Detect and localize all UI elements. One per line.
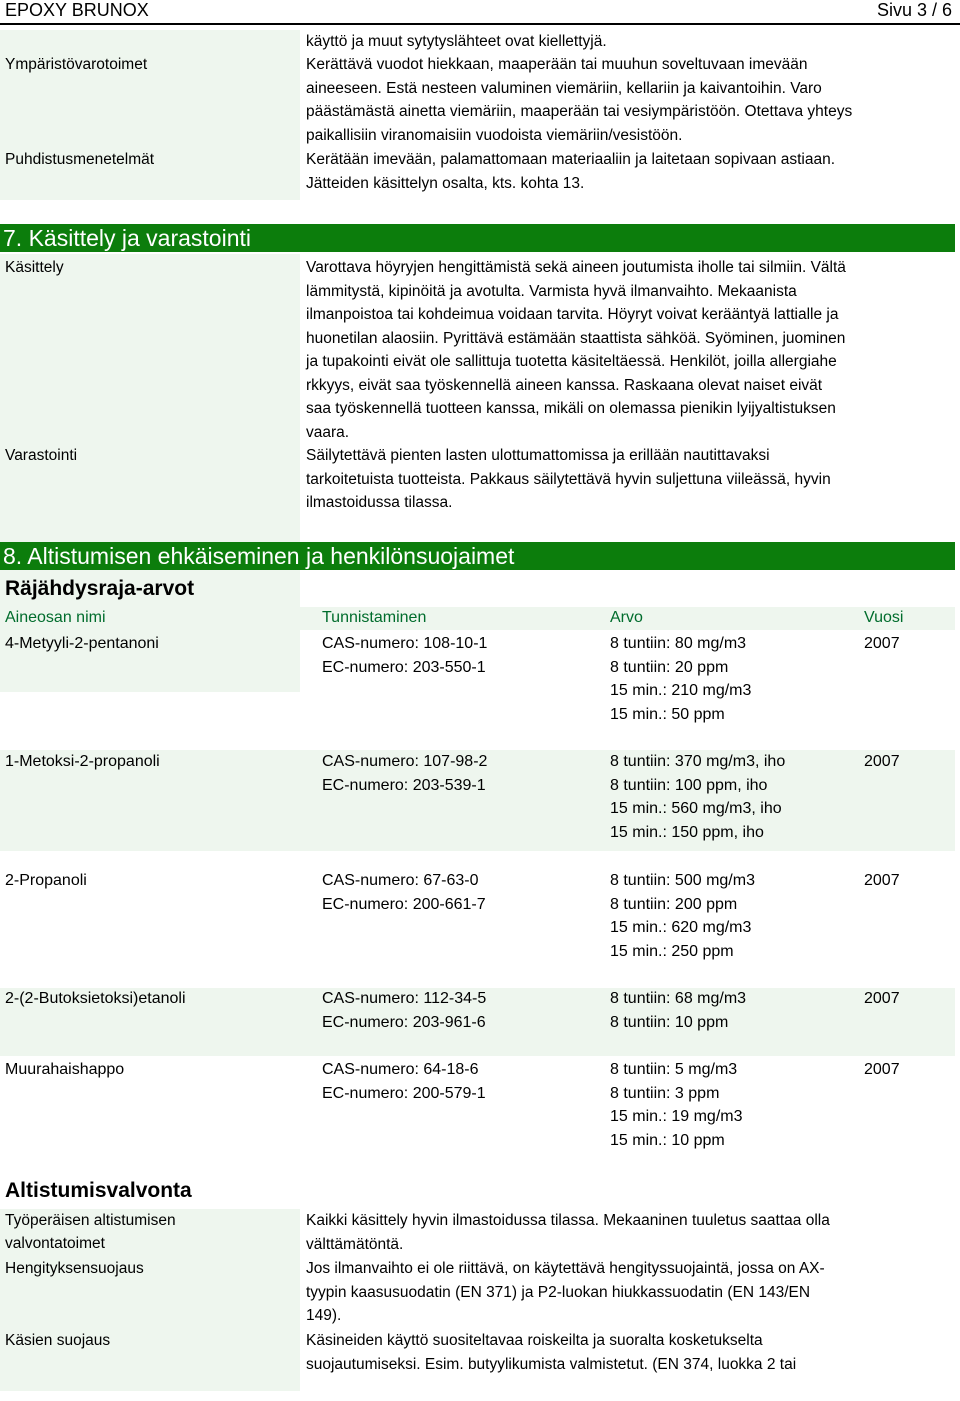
table-row-name: 2-(2-Butoksietoksi)etanoli — [5, 990, 186, 1007]
header-divider — [0, 23, 960, 25]
cleanup-methods-text — [306, 148, 946, 195]
limit-value: 15 min.: 19 mg/m3 — [610, 1108, 743, 1125]
table-row-values — [610, 869, 755, 963]
table-row-values — [610, 1058, 743, 1152]
cas-number: CAS-numero: 67-63-0 — [322, 872, 479, 889]
respiratory-text — [306, 1257, 946, 1328]
text-line: välttämätöntä. — [306, 1235, 404, 1253]
table-row-ids — [322, 987, 486, 1034]
env-precautions-label: Ympäristövarotoimet — [5, 56, 148, 73]
table-row-year: 2007 — [864, 990, 900, 1007]
limit-value: 15 min.: 150 ppm, iho — [610, 823, 764, 841]
limit-value: 15 min.: 210 mg/m3 — [610, 682, 752, 699]
table-row-name: 4-Metyyli-2-pentanoni — [5, 635, 159, 652]
col-header-id: Tunnistaminen — [322, 609, 427, 626]
table-row-name: 1-Metoksi-2-propanoli — [5, 753, 160, 770]
text-line: Varottava höyryjen hengittämistä sekä aineen joutumista iholle tai silmiin. Vältä — [306, 259, 846, 276]
table-row-year: 2007 — [864, 1061, 900, 1078]
table-row-name: Muurahaishappo — [5, 1061, 125, 1078]
col-header-year: Vuosi — [864, 609, 904, 626]
hand-protection-label: Käsien suojaus — [5, 1332, 111, 1349]
col-header-name: Aineosan nimi — [5, 609, 106, 626]
limit-value: 15 min.: 250 ppm — [610, 942, 734, 960]
table-row-year: 2007 — [864, 872, 900, 889]
table-row-ids — [322, 632, 487, 679]
respiratory-label: Hengityksensuojaus — [5, 1260, 144, 1277]
hand-protection-text — [306, 1329, 946, 1376]
section7-heading: 7. Käsittely ja varastointi — [0, 224, 955, 252]
env-precautions-text — [306, 53, 946, 147]
ec-number: EC-numero: 200-579-1 — [322, 1084, 486, 1102]
limit-value: 8 tuntiin: 3 ppm — [610, 1084, 720, 1102]
limit-value: 8 tuntiin: 80 mg/m3 — [610, 635, 747, 652]
limit-value: 8 tuntiin: 200 ppm — [610, 895, 738, 913]
storage-label: Varastointi — [5, 447, 78, 464]
page-number: Sivu 3 / 6 — [876, 0, 952, 20]
text-line: Jos ilmanvaihto ei ole riittävä, on käytettävä hengityssuojaintä, jossa on AX- — [306, 1260, 825, 1277]
document-title: EPOXY BRUNOX — [5, 0, 149, 20]
table-row-values — [610, 632, 751, 726]
text-line: 149). — [306, 1307, 342, 1324]
col-header-value: Arvo — [610, 609, 643, 626]
text-line: suojautumiseksi. Esim. butyylikumista valmistetut. (EN 374, luokka 2 tai — [306, 1355, 797, 1373]
text-line: tarkoitetuista tuotteista. Pakkaus säilytettävä hyvin suljettuna viileässä, hyvin — [306, 470, 831, 488]
table-row-values — [610, 987, 746, 1034]
text-line: tyypin kaasusuodatin (EN 371) ja P2-luokan hiukkassuodatin (EN 143/EN — [306, 1283, 811, 1301]
text-line: paikallisiin viranomaisiin vuodoista viemäriin/vesistöön. — [306, 126, 683, 144]
ec-number: EC-numero: 203-539-1 — [322, 776, 486, 794]
handling-text — [306, 256, 946, 444]
limit-value: 15 min.: 10 ppm — [610, 1131, 725, 1149]
text-line: päästämästä ainetta viemäriin, maaperään tai vesiympäristöön. Otettava yhteys — [306, 103, 853, 120]
table-row-year: 2007 — [864, 753, 900, 770]
text-line: ilmastoidussa tilassa. — [306, 494, 453, 511]
ec-number: EC-numero: 203-961-6 — [322, 1013, 486, 1031]
limit-value: 15 min.: 620 mg/m3 — [610, 919, 752, 936]
table-header — [0, 607, 955, 630]
storage-text — [306, 444, 946, 515]
text-line: Kerätään imevään, palamattomaan materiaaliin ja laitetaan sopivaan astiaan. — [306, 151, 836, 168]
handling-label: Käsittely — [5, 259, 64, 276]
limit-value: 8 tuntiin: 500 mg/m3 — [610, 872, 755, 889]
ec-number: EC-numero: 203-550-1 — [322, 658, 486, 676]
limit-value: 8 tuntiin: 68 mg/m3 — [610, 990, 747, 1007]
limit-value: 8 tuntiin: 10 ppm — [610, 1013, 729, 1031]
label-line: valvontatoimet — [5, 1235, 105, 1252]
limit-value: 8 tuntiin: 5 mg/m3 — [610, 1061, 738, 1078]
work-exposure-label — [5, 1209, 176, 1255]
limit-value: 15 min.: 50 ppm — [610, 705, 725, 723]
table-row-ids — [322, 869, 486, 916]
table-row-ids — [322, 750, 487, 797]
text-line: Käsineiden käyttö suositeltavaa roiskeilta ja suoralta kosketukselta — [306, 1332, 763, 1349]
text-line: Säilytettävä pienten lasten ulottumattomissa ja erillään nautittavaksi — [306, 447, 770, 464]
text-line: aineeseen. Estä nesteen valuminen viemäriin, kellariin ja kaivantoihin. Varo — [306, 79, 822, 97]
limit-value: 15 min.: 560 mg/m3, iho — [610, 800, 782, 817]
text-line: ilmanpoistoa tai kohdeimua voidaan tarvita. Höyryt voivat kerääntyä lattialle ja — [306, 306, 839, 323]
limit-value: 8 tuntiin: 370 mg/m3, iho — [610, 753, 786, 770]
monitoring-heading: Altistumisvalvonta — [5, 1179, 192, 1202]
table-row-values — [610, 750, 785, 844]
section6-text-top — [306, 30, 946, 54]
limit-value: 8 tuntiin: 20 ppm — [610, 658, 729, 676]
section8-heading: 8. Altistumisen ehkäiseminen ja henkilönsuojaimet — [0, 542, 955, 570]
cleanup-methods-label: Puhdistusmenetelmät — [5, 151, 155, 168]
text-line: huonetilan alaosiin. Pyrittävä estämään staattista sähköä. Syöminen, juominen — [306, 329, 846, 347]
cas-number: CAS-numero: 108-10-1 — [322, 635, 488, 652]
work-exposure-text — [306, 1209, 946, 1256]
table-row-ids — [322, 1058, 486, 1105]
text-line: Kerättävä vuodot hiekkaan, maaperään tai muuhun soveltuvaan imevään — [306, 56, 808, 73]
limit-value: 8 tuntiin: 100 ppm, iho — [610, 776, 768, 794]
text-line: saa työskennellä tuotteen kanssa, mikäli on olemassa pienikin lyijyaltistuksen — [306, 400, 836, 417]
table-row-name: 2-Propanoli — [5, 872, 87, 889]
table-row-year: 2007 — [864, 635, 900, 652]
ec-number: EC-numero: 200-661-7 — [322, 895, 486, 913]
text-line: käyttö ja muut sytytyslähteet ovat kiellettyjä. — [306, 33, 607, 50]
text-line: ja tupakointi eivät ole sallittuja tuotetta käsiteltäessä. Henkilöt, joilla allergiahe — [306, 353, 837, 370]
label-line: Työperäisen altistumisen — [5, 1212, 176, 1229]
cas-number: CAS-numero: 112-34-5 — [322, 990, 487, 1007]
limits-heading: Räjähdysraja-arvot — [5, 577, 195, 600]
cas-number: CAS-numero: 107-98-2 — [322, 753, 488, 770]
text-line: rkkyys, eivät saa työskennellä aineen kanssa. Raskaana olevat naiset eivät — [306, 376, 823, 394]
text-line: Jätteiden käsittelyn osalta, kts. kohta 13. — [306, 174, 585, 192]
text-line: vaara. — [306, 423, 350, 441]
text-line: Kaikki käsittely hyvin ilmastoidussa tilassa. Mekaaninen tuuletus saattaa olla — [306, 1212, 830, 1229]
cas-number: CAS-numero: 64-18-6 — [322, 1061, 479, 1078]
text-line: lämmitystä, kipinöitä ja avotulta. Varmista hyvä ilmanvaihto. Mekaanista — [306, 282, 797, 300]
